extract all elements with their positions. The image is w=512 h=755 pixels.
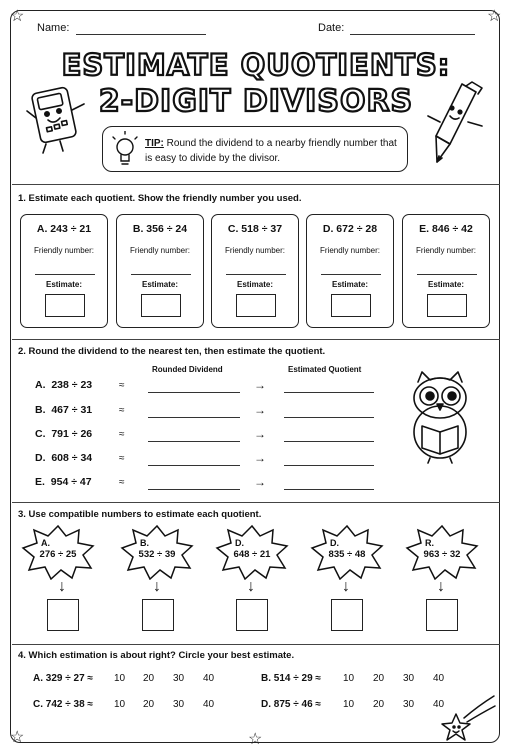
rounded-dividend-field[interactable] [148,489,240,490]
burst-label: D. [330,538,339,548]
estimated-quotient-field[interactable] [284,392,374,393]
estimate-answer-box[interactable] [236,294,276,317]
rounded-dividend-field[interactable] [148,417,240,418]
estimate-question: C. 742 ÷ 38 ≈ [33,699,93,710]
estimated-quotient-header: Estimated Quotient [288,365,362,374]
date-label: Date: [318,22,345,34]
burst-label: A. [41,538,50,548]
friendly-number-field[interactable] [321,274,381,275]
burst-label: D. [235,538,244,548]
estimate-option[interactable]: 20 [373,699,385,710]
approx-symbol: ≈ [119,429,125,440]
list-item: C. 791 ÷ 26 [35,428,93,440]
section3-title: 3. Use compatible numbers to estimate each quotient. [18,509,262,520]
estimate-label: Estimate: [236,280,273,289]
section1-title: 1. Estimate each quotient. Show the friendly number you used. [18,193,302,204]
estimate-answer-box[interactable] [331,294,371,317]
down-arrow-icon: ↓ [342,578,350,595]
rounded-dividend-field[interactable] [148,465,240,466]
calculator-mascot-icon [22,84,92,156]
estimated-quotient-field[interactable] [284,417,374,418]
estimate-option[interactable]: 20 [143,673,155,684]
star-icon: ☆ [487,8,502,25]
estimate-label: Estimate: [45,280,82,289]
divider [12,339,500,340]
friendly-number-label: Friendly number: [319,246,381,255]
tip-body: Round the dividend to a nearby friendly number that is easy to divide by the divisor. [145,138,397,164]
estimate-option[interactable]: 20 [143,699,155,710]
friendly-number-label: Friendly number: [415,246,477,255]
burst-expression: 276 ÷ 25 [39,549,77,560]
list-item: A. 238 ÷ 23 [35,379,93,391]
estimate-option[interactable]: 30 [403,673,415,684]
burst-expression: 648 ÷ 21 [233,549,271,560]
estimated-quotient-field[interactable] [284,465,374,466]
down-arrow-icon: ↓ [58,578,66,595]
list-item: B. 467 ÷ 31 [35,404,93,416]
burst-expression: 963 ÷ 32 [423,549,461,560]
estimate-option[interactable]: 40 [433,673,445,684]
tip-box [102,126,408,172]
estimate-label: Estimate: [427,280,464,289]
estimate-label: Estimate: [141,280,178,289]
friendly-number-label: Friendly number: [33,246,95,255]
friendly-number-field[interactable] [35,274,95,275]
estimate-option[interactable]: 30 [173,673,185,684]
rounded-dividend-field[interactable] [148,392,240,393]
owl-reading-icon [400,368,480,464]
answer-box[interactable] [142,599,174,631]
estimate-option[interactable]: 30 [173,699,185,710]
answer-box[interactable] [331,599,363,631]
compatible-burst [120,524,194,580]
friendly-number-label: Friendly number: [224,246,286,255]
estimate-option[interactable]: 40 [433,699,445,710]
approx-symbol: ≈ [119,405,125,416]
down-arrow-icon: ↓ [247,578,255,595]
rounded-dividend-header: Rounded Dividend [152,365,223,374]
card-problem: D. 672 ÷ 28 [322,223,378,235]
card-problem: C. 518 ÷ 37 [227,223,283,235]
estimate-card [20,214,108,328]
friendly-number-label: Friendly number: [129,246,191,255]
estimate-option[interactable]: 10 [343,699,355,710]
friendly-number-field[interactable] [226,274,286,275]
burst-label: R. [425,538,434,548]
estimate-option[interactable]: 10 [114,699,126,710]
arrow-icon: → [254,403,266,417]
answer-box[interactable] [426,599,458,631]
divider [12,502,500,503]
estimate-card [402,214,490,328]
shooting-star-icon [440,692,498,744]
estimate-option[interactable]: 40 [203,673,215,684]
friendly-number-field[interactable] [131,274,191,275]
compatible-burst [310,524,384,580]
rounded-dividend-field[interactable] [148,441,240,442]
lightbulb-icon [111,131,139,169]
arrow-icon: → [254,451,266,465]
answer-box[interactable] [236,599,268,631]
pencil-mascot-icon [422,78,492,170]
card-problem: B. 356 ÷ 24 [132,223,188,235]
estimate-option[interactable]: 20 [373,673,385,684]
estimate-card [211,214,299,328]
estimate-option[interactable]: 30 [403,699,415,710]
estimate-option[interactable]: 40 [203,699,215,710]
estimate-option[interactable]: 10 [343,673,355,684]
estimate-answer-box[interactable] [45,294,85,317]
name-label: Name: [37,22,70,34]
estimate-option[interactable]: 10 [114,673,126,684]
list-item: D. 608 ÷ 34 [35,452,93,464]
approx-symbol: ≈ [119,380,125,391]
answer-box[interactable] [47,599,79,631]
estimate-answer-box[interactable] [141,294,181,317]
section2-title: 2. Round the dividend to the nearest ten, then estimate the quotient. [18,346,326,357]
estimated-quotient-field[interactable] [284,489,374,490]
estimate-question: B. 514 ÷ 29 ≈ [261,673,321,684]
approx-symbol: ≈ [119,477,125,488]
burst-expression: 835 ÷ 48 [328,549,366,560]
divider [12,644,500,645]
estimate-question: D. 875 ÷ 46 ≈ [261,699,321,710]
arrow-icon: → [254,378,266,392]
down-arrow-icon: ↓ [153,578,161,595]
arrow-icon: → [254,475,266,489]
estimate-card [116,214,204,328]
star-icon: ☆ [10,8,25,25]
estimate-card [306,214,394,328]
star-icon: ☆ [10,729,25,746]
card-problem: A. 243 ÷ 21 [36,223,92,235]
estimate-label: Estimate: [331,280,368,289]
burst-label: B. [140,538,149,548]
estimate-question: A. 329 ÷ 27 ≈ [33,673,93,684]
estimate-answer-box[interactable] [427,294,467,317]
arrow-icon: → [254,427,266,441]
down-arrow-icon: ↓ [437,578,445,595]
section4-title: 4. Which estimation is about right? Circle your best estimate. [18,650,295,661]
date-field[interactable] [350,34,475,35]
list-item: E. 954 ÷ 47 [35,476,92,488]
compatible-burst [405,524,479,580]
estimated-quotient-field[interactable] [284,441,374,442]
approx-symbol: ≈ [119,453,125,464]
star-icon: ☆ [248,731,263,748]
card-problem: E. 846 ÷ 42 [419,223,473,235]
friendly-number-field[interactable] [417,274,477,275]
divider [12,184,500,185]
compatible-burst [215,524,289,580]
burst-expression: 532 ÷ 39 [138,549,176,560]
page-title: ESTIMATE QUOTIENTS: [61,48,451,82]
compatible-burst [21,524,95,580]
page-subtitle: 2-DIGIT DIVISORS [98,84,414,119]
tip-text [145,136,400,166]
tip-label: TIP: [145,138,164,149]
name-field[interactable] [76,34,206,35]
